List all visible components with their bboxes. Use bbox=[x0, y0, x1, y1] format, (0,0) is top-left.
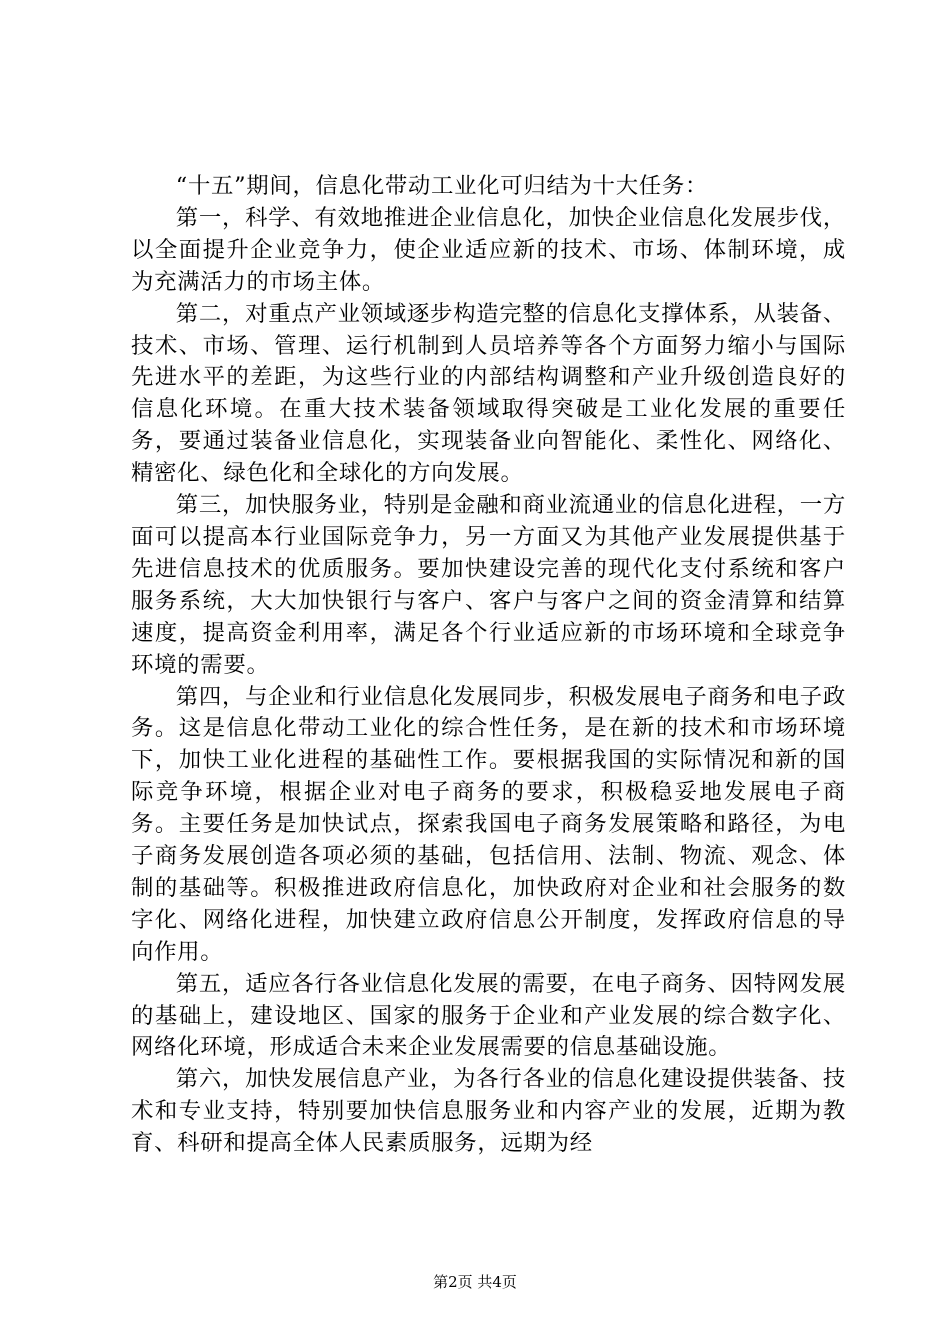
paragraph-task-5: 第五，适应各行各业信息化发展的需要，在电子商务、因特网发展的基础上，建设地区、国家的服务于企业和产业发展的综合数字化、网络化环境，形成适合未来企业发展需要的信息基础设施。 bbox=[131, 970, 846, 1061]
paragraph-task-6: 第六，加快发展信息产业，为各行各业的信息化建设提供装备、技术和专业支持，特别要加快信息服务业和内容产业的发展，近期为教育、科研和提高全体人民素质服务，远期为经 bbox=[131, 1066, 846, 1157]
paragraph-task-2: 第二，对重点产业领域逐步构造完整的信息化支撑体系，从装备、技术、市场、管理、运行机制到人员培养等各个方面努力缩小与国际先进水平的差距，为这些行业的内部结构调整和产业升级创造良好的信息化环境。在重大技术装备领域取得突破是工业化发展的重要任务，要通过装备业信息化，实现装备业向智能化、柔性化、网络化、精密化、绿色化和全球化的方向发展。 bbox=[131, 300, 846, 487]
page-footer: 第2页 共4页 bbox=[433, 1273, 517, 1291]
paragraph-intro: “十五”期间，信息化带动工业化可归结为十大任务： bbox=[175, 173, 709, 199]
paragraph-task-4: 第四，与企业和行业信息化发展同步，积极发展电子商务和电子政务。这是信息化带动工业化的综合性任务，是在新的技术和市场环境下，加快工业化进程的基础性工作。要根据我国的实际情况和新的国际竞争环境，根据企业对电子商务的要求，积极稳妥地发展电子商务。主要任务是加快试点，探索我国电子商务发展策略和路径，为电子商务发展创造各项必须的基础，包括信用、法制、物流、观念、体制的基础等。积极推进政府信息化，加快政府对企业和社会服务的数字化、网络化进程，加快建立政府信息公开制度，发挥政府信息的导向作用。 bbox=[131, 683, 846, 965]
document-body bbox=[131, 171, 846, 1160]
paragraph-task-3: 第三，加快服务业，特别是金融和商业流通业的信息化进程，一方面可以提高本行业国际竞争力，另一方面又为其他产业发展提供基于先进信息技术的优质服务。要加快建设完善的现代化支付系统和客户服务系统，大大加快银行与客户、客户与客户之间的资金清算和结算速度，提高资金利用率，满足各个行业适应新的市场环境和全球竞争环境的需要。 bbox=[131, 492, 846, 678]
paragraph-task-1: 第一，科学、有效地推进企业信息化，加快企业信息化发展步伐，以全面提升企业竞争力，使企业适应新的技术、市场、体制环境，成为充满活力的市场主体。 bbox=[131, 204, 846, 295]
